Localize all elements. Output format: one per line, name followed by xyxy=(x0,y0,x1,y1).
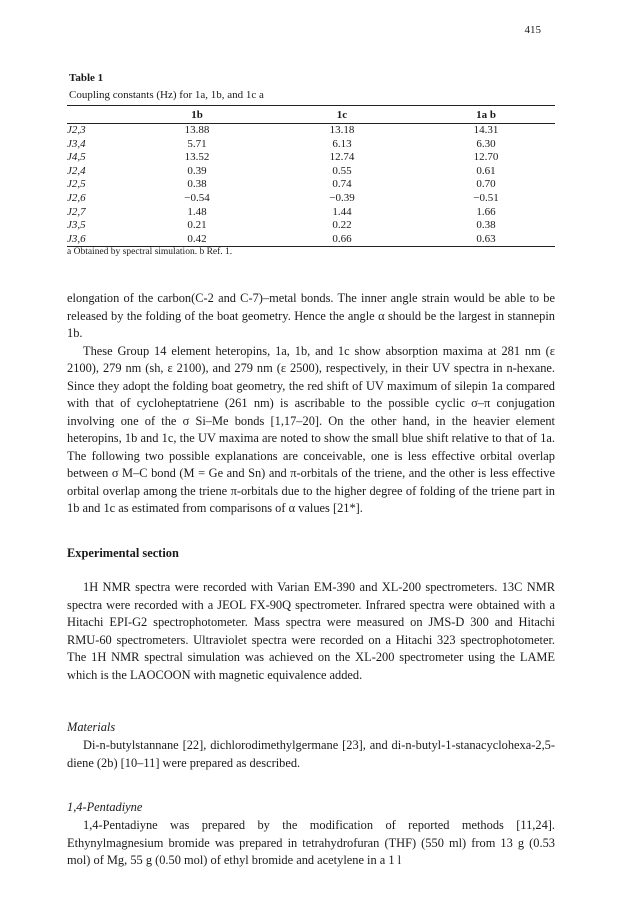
row-label: J3,6 xyxy=(67,233,127,247)
table-row xyxy=(67,165,555,179)
paragraph: elongation of the carbon(C-2 and C-7)–metal bonds. The inner angle strain would be able to be released by the folding of the boat geometry. Hence the angle α should be the largest in stannepin 1b. xyxy=(67,291,555,340)
table-caption-text: Coupling constants (Hz) for 1a, 1b, and 1c a xyxy=(69,89,264,101)
table-cell: 1.44 xyxy=(332,205,352,218)
row-label: J2,7 xyxy=(67,205,86,218)
table-cell: 14.31 xyxy=(473,124,499,136)
table-row xyxy=(67,151,555,165)
table-row xyxy=(67,192,555,206)
table-header-cell: 1a b xyxy=(417,106,555,124)
paragraph: 1H NMR spectra were recorded with Varian EM-390 and XL-200 spectrometers. 13C NMR spectra were recorded with a JEOL FX-90Q spectrometer. Infrared spectra were obtained with a Hitachi EPI-G2 spectrophotometer. Mass spectra were measured on JMS-D 300 and Hitachi RMU-60 spectrometers. Ultraviolet spectra were recorded on a Hitachi 323 spectrophotometer. The 1H NMR spectral simulation was achieved on the XL-200 spectrometer using the LAME which is the LAOCOON with magnetic equivalence added. xyxy=(67,580,555,682)
table-cell: 5.71 xyxy=(187,137,207,150)
table-cell: 12.74 xyxy=(329,151,355,164)
row-label: J3,5 xyxy=(67,219,86,232)
table-cell: 13.88 xyxy=(184,124,210,136)
table-cell: 0.21 xyxy=(187,219,207,232)
table-row xyxy=(67,233,555,247)
table-cell: 1.48 xyxy=(187,205,207,218)
section-heading: Experimental section xyxy=(67,546,179,560)
table-cell: 13.52 xyxy=(184,151,210,164)
row-label: J4,5 xyxy=(67,151,86,164)
table-cell: 0.61 xyxy=(476,164,496,177)
discussion-text xyxy=(67,290,555,518)
table-cell: 0.55 xyxy=(332,164,352,177)
table-caption xyxy=(69,70,264,104)
table-header-cell: 1c xyxy=(267,106,417,124)
experimental-text xyxy=(67,579,555,684)
table-cell: −0.51 xyxy=(473,191,499,204)
table-cell: 6.30 xyxy=(476,137,496,150)
row-label: J2,3 xyxy=(67,124,86,136)
paragraph: These Group 14 element heteropins, 1a, 1b, and 1c show absorption maxima at 281 nm (ε 2100), 279 nm (sh, ε 2100), and 279 nm (ε 2500), respectively, in their UV spectra in n-hexane. Since they adopt the folding boat geometry, the red shift of UV maximum of silepin 1a compared with that of cycloheptatriene (261 nm) is ascribable to the possible cyclic σ–π conjugation involving one of the σ Si–Me bonds [1,17–20]. On the other hand, in the heavier element heteropins, 1b and 1c, the UV maxima are noted to show the small blue shift relative to that of 1a. The following two possible explanations are conceivable, one is less effective orbital overlap between σ M–C bond (M = Ge and Sn) and π-orbitals of the triene, and the other is less effective orbital overlap among the triene π-orbitals due to the higher degree of folding of the triene part in 1b and 1c as estimated from comparisons of α values [21*]. xyxy=(67,343,555,515)
table-cell: 1.66 xyxy=(476,205,496,218)
row-label: J2,6 xyxy=(67,191,86,204)
row-label: J3,4 xyxy=(67,137,86,150)
table-cell: 0.63 xyxy=(417,233,555,247)
paragraph: Di-n-butylstannane [22], dichlorodimethylgermane [23], and di-n-butyl-1-stanacyclohexa-2,5-diene (2b) [10–11] were prepared as described. xyxy=(67,738,555,770)
table-row xyxy=(67,138,555,152)
table-row xyxy=(67,219,555,233)
row-label: J2,5 xyxy=(67,178,86,191)
table-row xyxy=(67,178,555,192)
table-header-cell: 1b xyxy=(127,106,267,124)
table-cell: 13.18 xyxy=(329,124,355,136)
table-row xyxy=(67,124,555,138)
table-cell: 0.70 xyxy=(476,178,496,191)
row-label: J2,4 xyxy=(67,164,86,177)
coupling-constants-table xyxy=(67,105,555,247)
table-label: Table 1 xyxy=(69,72,104,84)
paragraph: 1,4-Pentadiyne was prepared by the modification of reported methods [11,24]. Ethynylmagnesium bromide was prepared in tetrahydrofuran (THF) (550 ml) from 13 g (0.53 mol) of Mg, 55 g (0.50 mol) of ethyl bromide and acetylene in a 1 l xyxy=(67,818,555,867)
page-number: 415 xyxy=(524,24,541,36)
table-cell: 0.66 xyxy=(267,233,417,247)
table-header-row xyxy=(67,106,555,124)
materials-text xyxy=(67,737,555,772)
table-cell: 12.70 xyxy=(473,151,499,164)
subsection-heading: Materials xyxy=(67,720,116,734)
table-header-cell xyxy=(67,106,127,124)
table-cell: 0.42 xyxy=(127,233,267,247)
table-footnote: a Obtained by spectral simulation. b Ref. 1. xyxy=(67,247,233,257)
table-cell: −0.39 xyxy=(329,191,355,204)
table-cell: 0.39 xyxy=(187,164,207,177)
table-cell: 0.22 xyxy=(332,219,352,232)
table-cell: 6.13 xyxy=(332,137,352,150)
table-cell: 0.38 xyxy=(476,219,496,232)
table-cell: 0.74 xyxy=(332,178,352,191)
table-cell: 0.38 xyxy=(187,178,207,191)
subsection-heading: 1,4-Pentadiyne xyxy=(67,800,143,814)
pentadiyne-text xyxy=(67,817,555,870)
table-row xyxy=(67,206,555,220)
table-cell: −0.54 xyxy=(184,191,210,204)
